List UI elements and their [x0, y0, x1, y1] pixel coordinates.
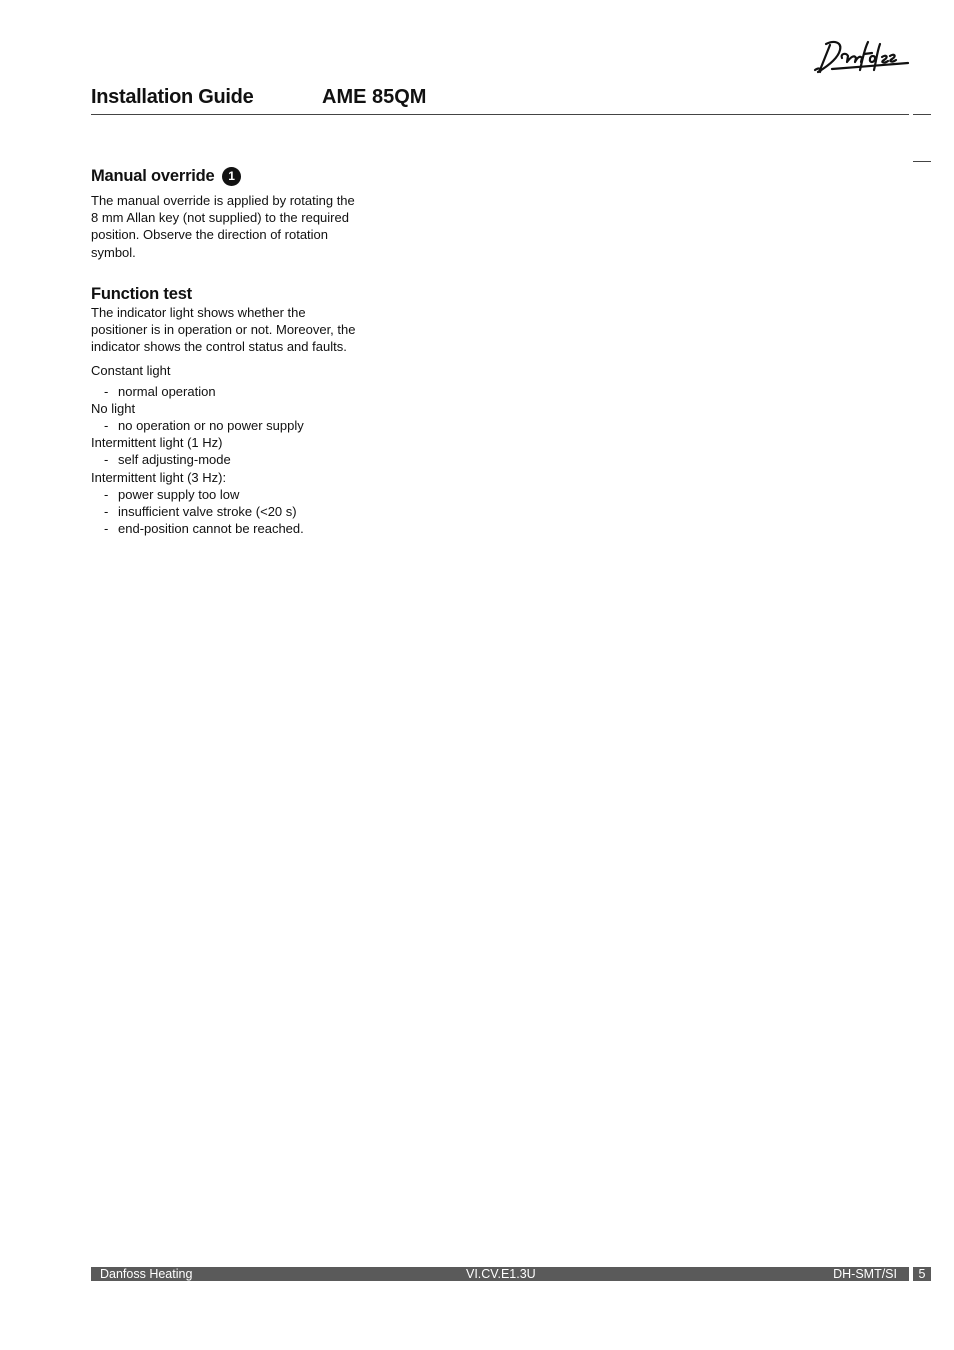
danfoss-logo [812, 36, 912, 76]
list-item-text: power supply too low [118, 486, 240, 502]
dash-bullet: - [104, 521, 109, 537]
status-label: No light [91, 400, 136, 416]
page-footer [91, 1267, 909, 1281]
page-header [91, 86, 909, 115]
margin-tick [913, 161, 931, 162]
status-label: Intermittent light (3 Hz): [91, 469, 227, 485]
content-column [91, 164, 361, 537]
dash-bullet: - [104, 452, 109, 468]
list-item [91, 503, 361, 520]
list-item-text: normal operation [118, 383, 216, 399]
list-item-text: end-position cannot be reached. [118, 521, 304, 537]
list-item [91, 451, 361, 468]
page-number: 5 [913, 1267, 931, 1281]
function-test-heading: Function test [91, 284, 192, 303]
manual-override-title: Manual override [91, 167, 215, 185]
list-item [91, 417, 361, 434]
dash-bullet: - [104, 383, 109, 399]
dash-bullet: - [104, 486, 109, 502]
dash-bullet: - [104, 504, 109, 520]
document-type-title: Installation Guide [91, 86, 254, 108]
manual-override-heading [91, 164, 361, 188]
footer-department: DH-SMT/SI [833, 1267, 897, 1281]
product-name: AME 85QM [322, 86, 427, 108]
status-label: Intermittent light (1 Hz) [91, 435, 223, 451]
list-item [91, 520, 361, 537]
status-label: Constant light [91, 363, 171, 379]
footer-document-code: VI.CV.E1.3U [466, 1267, 536, 1281]
list-item [91, 383, 361, 400]
list-item [91, 486, 361, 503]
list-item-text: self adjusting-mode [118, 452, 231, 468]
manual-override-text: The manual override is applied by rotating the 8 mm Allan key (not supplied) to the required position. Observe the direction of rotation symbol. [91, 193, 355, 260]
list-item-text: no operation or no power supply [118, 418, 304, 434]
footer-company: Danfoss Heating [100, 1267, 193, 1281]
function-test-text: The indicator light shows whether the positioner is in operation or not. Moreover, the indicator shows the control status and faults. [91, 304, 356, 355]
indicator-status-list [91, 362, 361, 537]
margin-tick [913, 114, 931, 115]
figure-reference-badge: 1 [222, 167, 241, 186]
dash-bullet: - [104, 418, 109, 434]
list-item-text: insufficient valve stroke (<20 s) [118, 504, 297, 520]
